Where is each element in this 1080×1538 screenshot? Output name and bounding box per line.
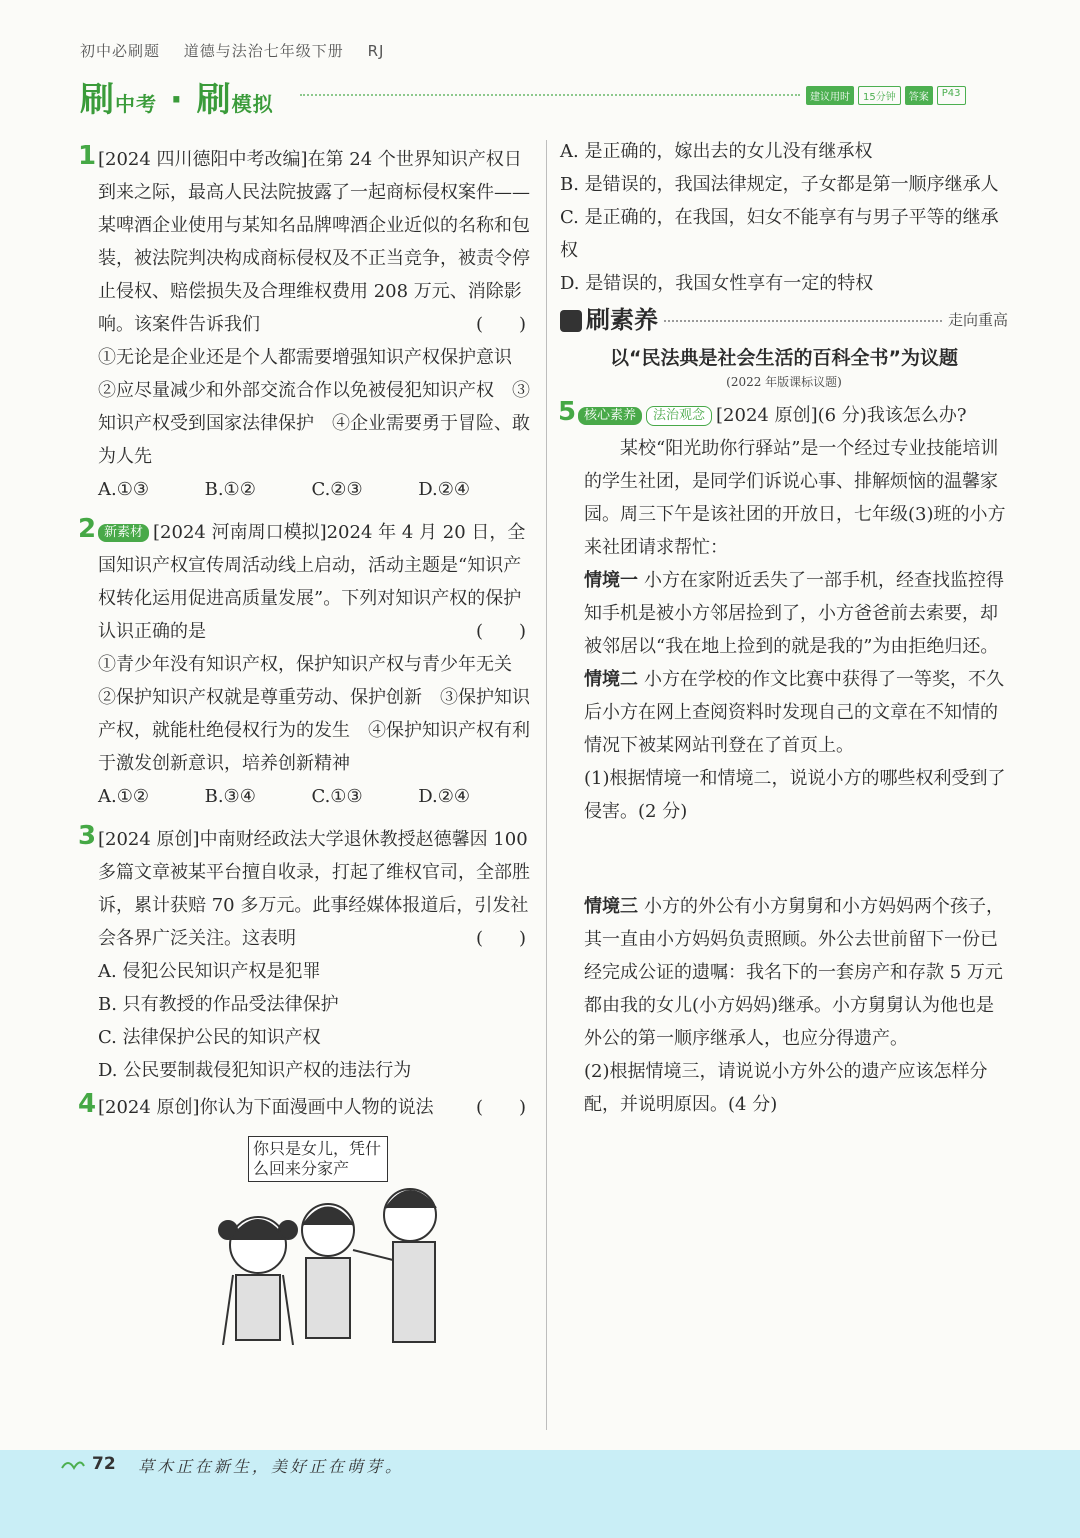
time-tag-label: 建议用时	[806, 86, 854, 105]
question-items: ①青少年没有知识产权，保护知识产权与青少年无关 ②保护知识产权就是尊重劳动、保护创新 ③保护知识产权，就能杜绝侵权行为的发生 ④保护知识产权有利于激发创新意识，培养创新精神	[98, 654, 530, 774]
answer-paren: ( )	[475, 1097, 526, 1118]
question-head: [2024 原创](6 分)我该怎么办?	[716, 405, 967, 426]
footer-motto: 草木正在新生，美好正在萌芽。	[138, 1457, 405, 1476]
option-b: B.③④	[204, 786, 256, 807]
subject-title: 道德与法治七年级下册	[183, 42, 344, 60]
q4-option-d: D. 是错误的，我国女性享有一定的特权	[560, 273, 874, 294]
header-tags	[806, 86, 966, 105]
option-d: D.②④	[418, 786, 470, 807]
question-number: 5	[558, 397, 577, 427]
question-number: 3	[78, 821, 97, 851]
answer-space-1	[578, 828, 1008, 890]
question-4	[80, 1091, 530, 1345]
sub-question-2: (2)根据情境三，请说说小方外公的遗产应该怎样分配，并说明原因。(4 分)	[584, 1061, 988, 1115]
scenario-2	[578, 663, 1008, 762]
section-header	[560, 304, 1008, 337]
option-b: B.①②	[204, 479, 256, 500]
scenario-3-label: 情境三	[584, 896, 638, 917]
option-d: D.②④	[418, 479, 470, 500]
question-number: 2	[78, 514, 97, 544]
question-5	[560, 399, 1008, 1121]
rule-of-law-badge: 法治观念	[646, 406, 712, 426]
q4-option-a: A. 是正确的，嫁出去的女儿没有继承权	[560, 141, 873, 162]
question-stem: [2024 河南周口模拟]2024 年 4 月 20 日，全国知识产权宣传周活动线上启动，活动主题是“知识产权转化运用促进高质量发展”。下列对知识产权的保护认识正确的是	[98, 522, 526, 642]
answer-paren: ( )	[475, 314, 526, 335]
scenario-1-text: 小方在家附近丢失了一部手机，经查找监控得知手机是被小方邻居捡到了，小方爸爸前去索要，却被邻居以“我在地上捡到的就是我的”为由拒绝归还。	[584, 570, 1004, 657]
question-1	[80, 143, 530, 506]
answer-tag-label: 答案	[905, 86, 933, 105]
page-footer	[0, 1450, 1080, 1538]
section-title: 刷素养	[586, 306, 658, 334]
option-b: B. 只有教授的作品受法律保护	[98, 994, 339, 1015]
scenario-1-label: 情境一	[584, 570, 638, 591]
q4-option-c: C. 是正确的，在我国，妇女不能享有与男子平等的继承权	[560, 207, 999, 261]
scenario-2-label: 情境二	[584, 669, 638, 690]
brand-b-sub: 模拟	[231, 92, 274, 116]
section-brand	[80, 72, 274, 121]
edition-label: RJ	[367, 42, 385, 60]
question-3	[80, 823, 530, 1087]
scenario-2-text: 小方在学校的作文比赛中获得了一等奖，不久后小方在网上查阅资料时发现自己的文章在不知情的情况下被某网站刊登在了首页上。	[584, 669, 1004, 756]
section-subtitle: 走向重高	[947, 311, 1008, 329]
q4-option-b: B. 是错误的，我国法律规定，子女都是第一顺序继承人	[560, 174, 999, 195]
options-row	[98, 780, 530, 813]
brand-dot: ·	[169, 80, 184, 120]
question-2	[80, 516, 530, 813]
question-stem: [2024 原创]中南财经政法大学退休教授赵德馨因 100 多篇文章被某平台擅自收录，打起了维权官司，全部胜诉，累计获赔 70 多万元。此事经媒体报道后，引发社会各界广泛关注。这表明	[98, 829, 530, 949]
question-number: 1	[78, 141, 97, 171]
question-number: 4	[78, 1089, 97, 1119]
question-stem: [2024 四川德阳中考改编]在第 24 个世界知识产权日到来之际，最高人民法院披露了一起商标侵权案件——某啤酒企业使用与某知名品牌啤酒企业近似的名称和包装，被法院判决构成商标侵权及不正当竞争，被责令停止侵权、赔偿损失及合理维权费用 208 万元、消除影响。该案件告诉我们	[98, 149, 530, 335]
topic-subtitle: (2022 年版课标议题)	[726, 375, 842, 389]
section-dots	[664, 320, 942, 322]
core-literacy-badge: 核心素养	[578, 407, 642, 425]
option-c: C.①③	[311, 786, 363, 807]
page-number: 72	[92, 1454, 116, 1474]
question-stem: [2024 原创]你认为下面漫画中人物的说法	[98, 1097, 434, 1118]
intro-text: 某校“阳光助你行驿站”是一个经过专业技能培训的学生社团，是同学们诉说心事、排解烦恼的温馨家园。周三下午是该社团的开放日，七年级(3)班的小方来社团请求帮忙：	[584, 438, 1006, 558]
left-column	[80, 143, 530, 1345]
option-a: A.①②	[98, 786, 149, 807]
option-c: C.②③	[311, 479, 363, 500]
option-d: D. 公民要制裁侵犯知识产权的违法行为	[98, 1060, 412, 1081]
time-tag-value: 15分钟	[858, 86, 901, 105]
sprout-icon	[60, 1456, 86, 1470]
comic-illustration	[98, 1130, 530, 1345]
question-items: ①无论是企业还是个人都需要增强知识产权保护意识 ②应尽量减少和外部交流合作以免被侵犯知识产权 ③知识产权受到国家法律保护 ④企业需要勇于冒险、敢为人先	[98, 347, 530, 467]
new-material-badge: 新素材	[98, 524, 149, 542]
brand-dotted-line	[300, 94, 800, 96]
scenario-3-text: 小方的外公有小方舅舅和小方妈妈两个孩子，其一直由小方妈妈负责照顾。外公去世前留下一份已经完成公证的遗嘱：我名下的一套房产和存款 5 万元都由我的女儿(小方妈妈)继承。小方舅舅认为他也是外公的第一顺序继承人，也应分得遗产。	[584, 896, 1004, 1049]
answer-paren: ( )	[475, 621, 526, 642]
speech-bubble: 你只是女儿，凭什么回来分家产	[248, 1136, 388, 1182]
running-header	[80, 40, 402, 61]
scenario-3	[578, 890, 1008, 1055]
options-row	[98, 473, 530, 506]
right-column	[560, 135, 1008, 1121]
section-icon	[560, 310, 582, 332]
answer-paren: ( )	[475, 928, 526, 949]
topic-title: 以“民法典是社会生活的百科全书”为议题	[610, 347, 958, 369]
scenario-1	[578, 564, 1008, 663]
answer-tag-page: P43	[937, 86, 966, 105]
column-divider	[546, 140, 547, 1430]
book-title: 初中必刷题	[80, 42, 161, 60]
option-a: A. 侵犯公民知识产权是犯罪	[98, 961, 321, 982]
brand-a-sub: 中考	[115, 92, 157, 116]
option-a: A.①③	[98, 479, 149, 500]
sub-question-1: (1)根据情境一和情境二，说说小方的哪些权利受到了侵害。(2 分)	[584, 768, 1006, 822]
brand-a: 刷	[80, 80, 115, 120]
option-c: C. 法律保护公民的知识产权	[98, 1027, 321, 1048]
brand-b: 刷	[196, 80, 232, 120]
